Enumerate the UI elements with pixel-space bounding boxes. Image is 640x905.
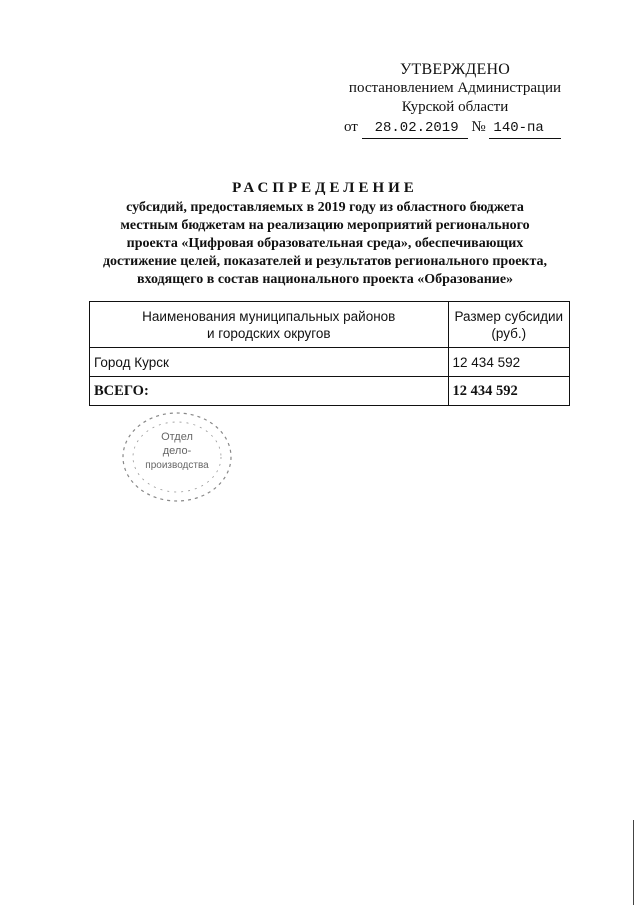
heading-body xyxy=(70,199,580,289)
approval-date-number xyxy=(330,118,580,139)
header-municipality-line-1: Наименования муниципальных районов xyxy=(142,308,396,324)
total-label-text: ВСЕГО: xyxy=(94,382,149,399)
approval-line-1: постановлением Администрации xyxy=(348,80,562,96)
total-amount-text: 12 434 592 xyxy=(452,382,518,399)
approval-number: 140-па xyxy=(489,119,561,139)
table-total-row xyxy=(90,377,570,406)
office-stamp xyxy=(118,408,236,506)
heading-line: достижение целей, показателей и результатов регионального проекта, xyxy=(102,254,548,269)
stamp-line-1: Отдел xyxy=(161,431,193,443)
heading-line: проекта «Цифровая образовательная среда», обеспечивающих xyxy=(126,236,524,251)
header-amount-line-2: (руб.) xyxy=(491,325,527,341)
total-label xyxy=(90,377,449,406)
stamp-line-2: дело- xyxy=(162,445,192,457)
page-edge-line xyxy=(633,820,634,905)
row-municipality xyxy=(90,348,449,377)
subsidy-table xyxy=(89,301,570,406)
approval-title: УТВЕРЖДЕНО xyxy=(399,61,510,78)
row-municipality-text: Город Курск xyxy=(94,354,169,370)
header-amount-line-1: Размер субсидии xyxy=(454,308,564,324)
header-amount xyxy=(448,302,569,348)
row-amount xyxy=(448,348,569,377)
approval-date: 28.02.2019 xyxy=(362,119,468,139)
stamp-line-3: производства xyxy=(145,460,209,471)
heading-title: РАСПРЕДЕЛЕНИЕ xyxy=(232,180,418,196)
total-amount xyxy=(448,377,569,406)
header-municipality xyxy=(90,302,449,348)
heading-line: местным бюджетам на реализацию мероприятий регионального xyxy=(120,218,530,233)
header-municipality-line-2: и городских округов xyxy=(206,325,331,341)
table-header-row xyxy=(90,302,570,348)
date-prefix: от xyxy=(344,119,358,135)
heading-line: субсидий, предоставляемых в 2019 году из областного бюджета xyxy=(126,200,524,215)
table-row xyxy=(90,348,570,377)
document-heading xyxy=(70,180,580,289)
heading-line: входящего в состав национального проекта «Образование» xyxy=(136,272,514,287)
approval-line-2: Курской области xyxy=(401,99,509,115)
number-prefix: № xyxy=(471,119,486,135)
row-amount-text: 12 434 592 xyxy=(452,354,521,370)
approval-block xyxy=(330,60,580,139)
